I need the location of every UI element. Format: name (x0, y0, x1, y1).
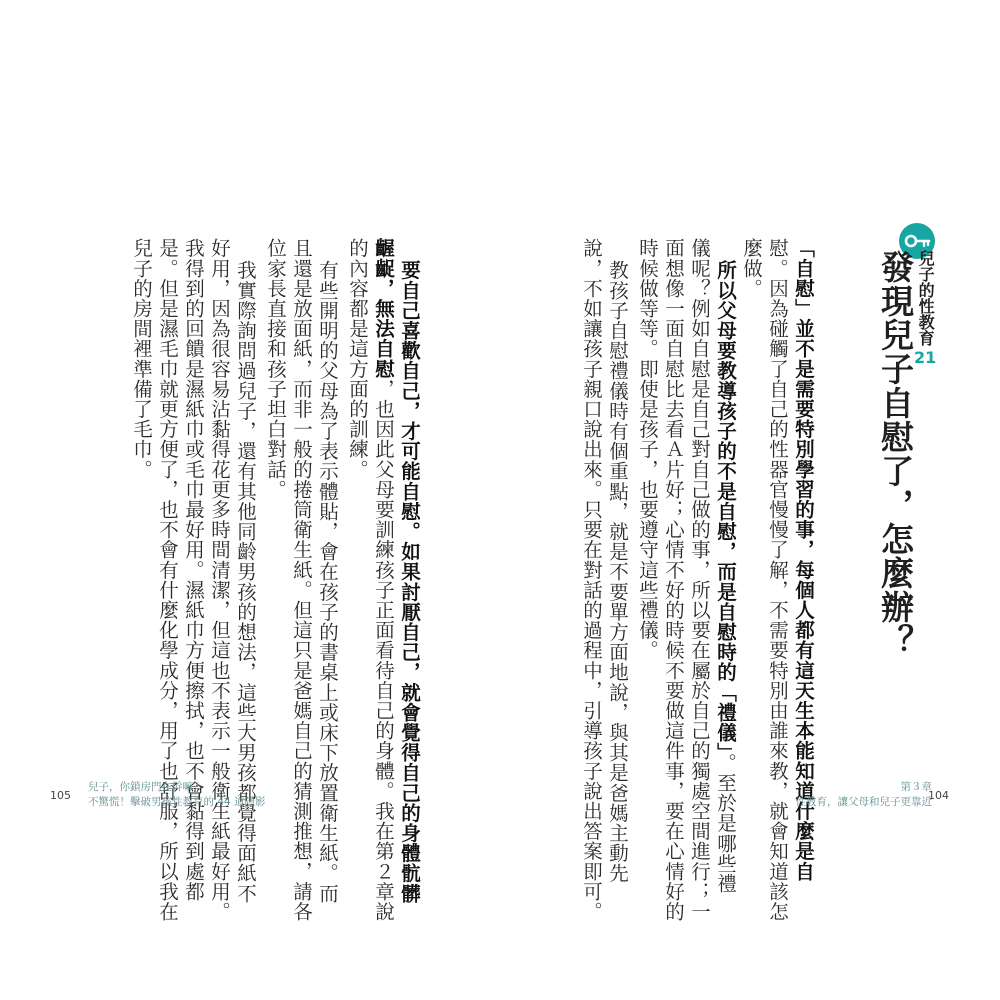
body-column: 且還是放面紙，而非一般的捲筒衛生紙。但這只是爸媽自己的猜測推想，請各 (290, 238, 313, 922)
book-subtitle: 不驚慌！擊破男孩性教育的 44 道隱影 (88, 796, 266, 808)
chapter-title: 性教育，讓父母和兒子更靠近 (795, 796, 932, 808)
body-column: 時候做等等。即使是孩子，也要遵守這些禮儀。 (636, 238, 659, 661)
body-column: 的內容都是這方面的訓練。 (346, 238, 369, 480)
body-column: 好用，因為很容易沾黏得花更多時間清潔，但這也不表示一般衛生紙最好用。 (208, 238, 231, 922)
body-column: 面想像一面自慰比去看Ａ片好；心情不好的時候不要做這件事，要在心情好的 (662, 238, 685, 922)
bold-text: 所以父母要教導孩子的不是自慰，而是自慰時的「禮儀」 (714, 260, 737, 753)
body-column: 我實際詢問過兒子，還有其他同齡男孩的想法，這些大男孩都覺得面紙不 (234, 260, 257, 904)
running-footer-left (88, 780, 266, 810)
body-column (714, 260, 736, 893)
chapter-label: 第３章 (900, 781, 932, 793)
body-column: 有些開明的父母為了表示體貼，會在孩子的書桌上或床下放置衛生紙。而 (316, 260, 339, 904)
body-text: 。至於是哪些禮 (714, 752, 737, 894)
page-number-left: 105 (50, 789, 71, 802)
body-column: 儀呢？例如自慰是自己對自己做的事，所以要在屬於自己的獨處空間進行；一 (688, 238, 711, 922)
series-title: 兒子的性教育 (916, 250, 936, 346)
body-column: 教孩子自慰禮儀時有個重點，就是不要單方面地說，與其是爸媽主動先 (606, 260, 629, 884)
body-text: ，也因此父母要訓練孩子正面看待自己的身體。我在第２章說 (372, 378, 395, 922)
series-number: 21 (914, 348, 937, 367)
page-number-right: 104 (928, 789, 949, 802)
body-column (398, 260, 420, 903)
body-column: 位家長直接和孩子坦白對話。 (264, 238, 287, 500)
body-column: 是。但是濕毛巾就更方便了，也不會有什麼化學成分，用了也舒服，所以我在 (156, 238, 179, 922)
body-column: 說，不如讓孩子親口說出來。只要在對話的過程中，引導孩子說出答案即可。 (580, 238, 603, 922)
running-footer-right (796, 780, 933, 810)
bold-text: 要自己喜歡自己，才可能自慰。如果討厭自己，就會覺得自己的身體骯髒 (398, 260, 421, 904)
body-column: 兒子的房間裡準備了毛巾。 (130, 238, 153, 480)
book-title: 兒子，你鎖房門在幹嘛？ (88, 781, 204, 793)
page-title: 發現兒子自慰了，怎麼辦？ (876, 250, 915, 658)
bold-text: 齷齪，無法自慰 (372, 238, 395, 379)
body-column: 慰。因為碰觸了自己的性器官慢慢了解，不需要特別由誰來教，就會知道該怎 (766, 238, 789, 922)
body-column: 我得到的回饋是濕紙巾或毛巾最好用。濕紙巾方便擦拭，也不會黏得到處都 (182, 238, 205, 902)
bold-text: 「自慰」並不是需要特別學習的事，每個人都有這天生本能知道什麼是自 (792, 238, 815, 882)
body-column (372, 238, 394, 921)
body-column: 麼做。 (740, 238, 763, 299)
